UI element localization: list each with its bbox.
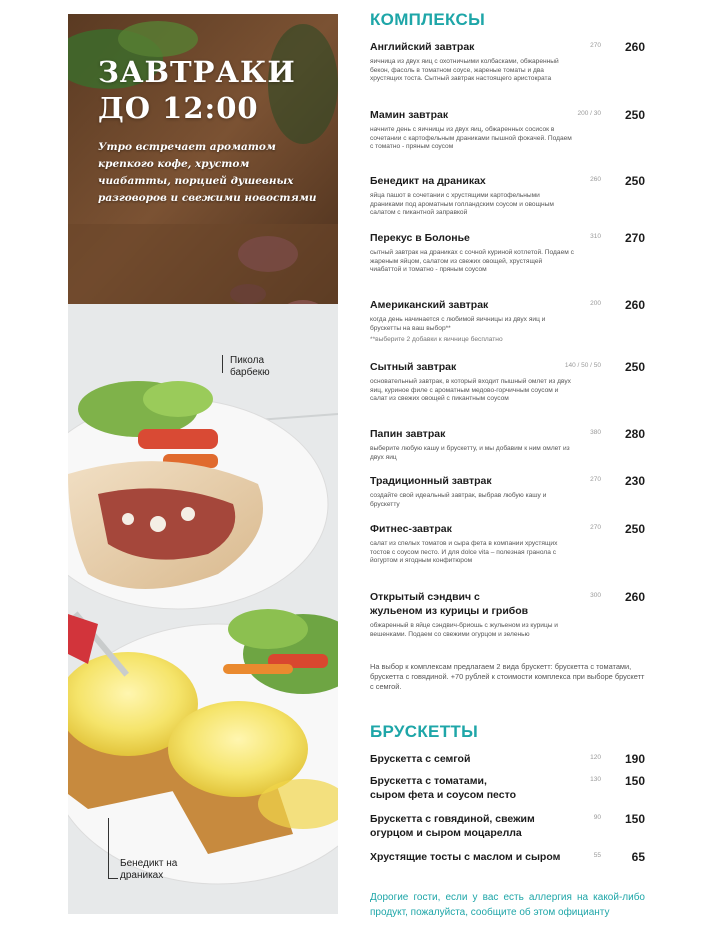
menu-item-traditional — [370, 474, 645, 509]
item-weight: 310 — [590, 233, 601, 240]
item-desc: яичница из двух яиц с охотничьими колбасками, обжаренный бекон, фасоль в томатном соусе, жареные томаты и два хрустящих тоста. Сытный завтрак настоящего аристократа — [370, 58, 559, 83]
menu-item-bruschetta-beef — [370, 812, 645, 840]
callout-line-benedict — [108, 818, 109, 878]
breakfast-photo — [68, 14, 338, 914]
item-desc: обжаренный в яйце сэндвич-бриошь с жульеном из курицы и вешенками. Подаем со свежими огурцом и зеленью — [370, 622, 558, 638]
hero-title-line2: ДО 12:00 — [98, 91, 259, 125]
item-price: 250 — [624, 522, 645, 536]
item-name: Традиционный завтрак — [370, 475, 492, 487]
item-weight: 120 — [590, 754, 601, 761]
item-price: 250 — [624, 174, 645, 188]
menu-item-fitness — [370, 522, 645, 566]
item-desc: яйца пашот в сочетании с хрустящими картофельными драниками под ароматным голландским соусом и овощным салатом с пикантной заправкой — [370, 192, 554, 217]
menu-item-bologna — [370, 231, 645, 275]
item-weight: 260 — [590, 176, 601, 183]
item-desc: когда день начинается с любимой яичницы из двух яиц и брускетты на ваш выбор** — [370, 316, 546, 332]
item-name: Американский завтрак — [370, 299, 489, 311]
item-weight: 140 / 50 / 50 — [564, 362, 601, 369]
item-weight: 270 — [590, 42, 601, 49]
menu-item-bruschetta-salmon — [370, 752, 645, 766]
menu-item-papin — [370, 427, 645, 462]
item-name: Перекус в Болонье — [370, 232, 470, 244]
item-desc: салат из спелых томатов и сыра фета в компании хрустящих тостов с соусом песто. И для dolce vita – полезная гранола с йогуртом и ягодным конфитюром — [370, 540, 558, 565]
item-desc: создайте свой идеальный завтрак, выбрав любую кашу и брускетту — [370, 492, 547, 508]
item-desc: основательный завтрак, в который входит пышный омлет из двух яиц, куриное филе с ароматным медово-горчичным соусом и салат из свежих овощей с пикантным соусом — [370, 378, 571, 403]
item-price: 280 — [624, 427, 645, 441]
item-note: **выберите 2 добавки к яичнице бесплатно — [370, 336, 503, 344]
item-name: Английский завтрак — [370, 41, 475, 53]
item-price: 230 — [624, 474, 645, 488]
bruschetta-choice-note: На выбор к комплексам предлагаем 2 вида брускетт: брускетта с томатами, брускетта с говядиной. +70 рублей к стоимости комплекса при выборе брускетт с семгой. — [370, 662, 645, 691]
item-weight: 270 — [590, 476, 601, 483]
item-price: 250 — [624, 108, 645, 122]
callout-line-piccola — [222, 355, 223, 373]
item-weight: 130 — [590, 776, 601, 783]
menu-item-toasts — [370, 850, 645, 864]
item-price: 270 — [624, 231, 645, 245]
menu-item-open-sandwich — [370, 590, 645, 639]
hero-subtitle: Утро встречает ароматом крепкого кофе, хрустом чиабатты, порцией душевных разговоров и свежими новостями — [98, 141, 317, 204]
menu-item-benedict — [370, 174, 645, 218]
item-price: 260 — [624, 590, 645, 604]
item-weight: 380 — [590, 429, 601, 436]
item-name: Сытный завтрак — [370, 361, 457, 373]
item-weight: 55 — [593, 852, 601, 859]
item-weight: 270 — [590, 524, 601, 531]
item-price: 65 — [631, 850, 645, 864]
item-price: 260 — [624, 40, 645, 54]
hero-title — [98, 54, 328, 126]
section-title-complexes: КОМПЛЕКСЫ — [370, 10, 486, 29]
menu-item-hearty — [370, 360, 645, 404]
item-name: Бенедикт на драниках — [370, 175, 486, 187]
item-name: Открытый сэндвич с жульеном из курицы и грибов — [370, 591, 529, 617]
hero-title-line1: ЗАВТРАКИ — [98, 55, 296, 89]
item-price: 150 — [624, 812, 645, 826]
callout-benedict: Бенедикт на драниках — [120, 858, 178, 881]
item-price: 260 — [624, 298, 645, 312]
callout-piccola: Пикола барбекю — [230, 355, 270, 378]
item-price: 190 — [624, 752, 645, 766]
item-weight: 200 — [590, 300, 601, 307]
menu-item-english — [370, 40, 645, 84]
item-price: 150 — [624, 774, 645, 788]
item-weight: 90 — [593, 814, 601, 821]
item-desc: сытный завтрак на драниках с сочной куриной котлетой. Подаем с жареным яйцом, салатом из свежих овощей, хрустящей чиабаттой и томатно - пряным соусом — [370, 249, 574, 274]
item-weight: 200 / 30 — [577, 110, 601, 117]
item-name: Мамин завтрак — [370, 109, 449, 121]
section-title-bruschettas: БРУСКЕТТЫ — [370, 722, 479, 741]
menu-item-mamin — [370, 108, 645, 152]
item-name: Брускетта с говядиной, свежим огурцом и сыром моцарелла — [370, 813, 535, 839]
item-name: Хрустящие тосты с маслом и сыром — [370, 851, 561, 863]
menu-item-bruschetta-tomato — [370, 774, 645, 802]
allergy-notice: Дорогие гости, если у вас есть аллергия на какой-либо продукт, пожалуйста, сообщите об этом официанту — [370, 892, 645, 918]
item-name: Папин завтрак — [370, 428, 446, 440]
item-name: Фитнес-завтрак — [370, 523, 452, 535]
item-desc: начните день с яичницы из двух яиц, обжаренных сосисок в сочетании с картофельным драниками пышной фокачей. Подаем с томатно - пряным соусом — [370, 126, 572, 151]
item-name: Брускетта с томатами, сыром фета и соусом песто — [370, 775, 516, 801]
callout-tick-benedict — [108, 878, 118, 879]
item-price: 250 — [624, 360, 645, 374]
item-weight: 300 — [590, 592, 601, 599]
item-desc: выберите любую кашу и брускетту, и мы добавим к ним омлет из двух яиц — [370, 445, 570, 461]
item-name: Брускетта с семгой — [370, 753, 471, 765]
menu-item-american — [370, 298, 645, 345]
